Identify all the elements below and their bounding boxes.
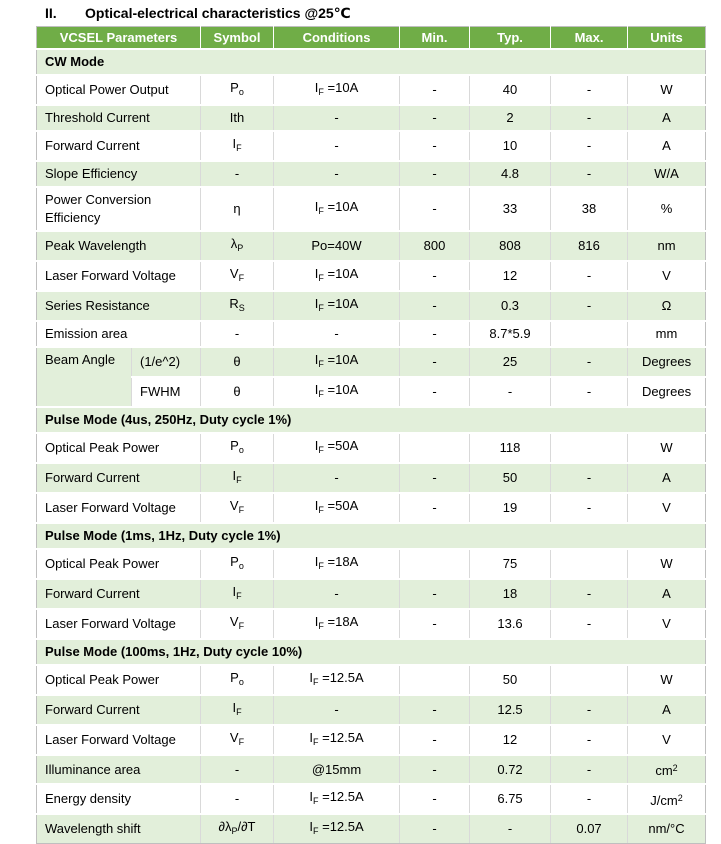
table-row <box>37 493 706 523</box>
cell-max: - <box>551 105 628 131</box>
cell-units: A <box>628 105 706 131</box>
cell-symbol: $I_F$ <box>201 463 274 493</box>
table-body <box>37 49 706 844</box>
cell-max: - <box>551 75 628 105</box>
cell-conditions: $I_F =50A$ <box>274 433 400 463</box>
cell-symbol: - <box>201 321 274 347</box>
cell-conditions: $I_F =18A$ <box>274 549 400 579</box>
cell-typ: 25 <box>470 347 551 377</box>
cell-parameter: Forward Current <box>37 579 201 609</box>
cell-typ: 118 <box>470 433 551 463</box>
cell-max: - <box>551 579 628 609</box>
cell-symbol: $I_F$ <box>201 695 274 725</box>
table-row <box>37 231 706 261</box>
cell-min: - <box>400 814 470 844</box>
cell-units: W <box>628 75 706 105</box>
table-row <box>37 695 706 725</box>
cell-units: A <box>628 463 706 493</box>
cell-parameter: Forward Current <box>37 695 201 725</box>
cell-symbol: $V_F$ <box>201 261 274 291</box>
cell-typ: 4.8 <box>470 161 551 187</box>
cell-typ: 19 <box>470 493 551 523</box>
cell-min: - <box>400 161 470 187</box>
cell-symbol: $R_S$ <box>201 291 274 321</box>
cell-units: A <box>628 579 706 609</box>
cell-parameter: Laser Forward Voltage <box>37 609 201 639</box>
cell-conditions: $I_F =12.5A$ <box>274 725 400 755</box>
cell-max: - <box>551 493 628 523</box>
cell-min <box>400 665 470 695</box>
cell-max: - <box>551 347 628 377</box>
cell-parameter-group: Beam Angle <box>37 347 132 407</box>
cell-min: - <box>400 321 470 347</box>
table-row <box>37 161 706 187</box>
table-row <box>37 321 706 347</box>
cell-min: - <box>400 105 470 131</box>
cell-units: V <box>628 725 706 755</box>
cell-min: 800 <box>400 231 470 261</box>
section-row <box>37 523 706 549</box>
cell-max: 38 <box>551 187 628 231</box>
cell-parameter: Emission area <box>37 321 201 347</box>
cell-max: - <box>551 131 628 161</box>
cell-min: - <box>400 784 470 814</box>
cell-conditions: $I_F =50A$ <box>274 493 400 523</box>
cell-symbol: $P_o$ <box>201 549 274 579</box>
table-row <box>37 291 706 321</box>
cell-typ: - <box>470 377 551 407</box>
cell-max: - <box>551 261 628 291</box>
cell-typ: 808 <box>470 231 551 261</box>
cell-units: nm/°C <box>628 814 706 844</box>
cell-parameter: Optical Peak Power <box>37 549 201 579</box>
cell-typ: 8.7*5.9 <box>470 321 551 347</box>
cell-units: W <box>628 549 706 579</box>
cell-units: $J/cm^2$ <box>628 784 706 814</box>
table-row <box>37 463 706 493</box>
cell-units: Degrees <box>628 347 706 377</box>
table-row <box>37 725 706 755</box>
cell-min <box>400 549 470 579</box>
title-numeral: II. <box>45 5 57 21</box>
cell-min: - <box>400 347 470 377</box>
cell-conditions: - <box>274 131 400 161</box>
cell-parameter: Series Resistance <box>37 291 201 321</box>
section-header-cell: CW Mode <box>37 49 706 75</box>
cell-max <box>551 321 628 347</box>
cell-conditions: $I_F =12.5A$ <box>274 784 400 814</box>
cell-conditions: $I_F =12.5A$ <box>274 814 400 844</box>
cell-units: % <box>628 187 706 231</box>
cell-units: A <box>628 131 706 161</box>
cell-parameter: Optical Power Output <box>37 75 201 105</box>
column-header-min: Min. <box>400 27 470 50</box>
table-row <box>37 75 706 105</box>
cell-min: - <box>400 609 470 639</box>
cell-units: V <box>628 609 706 639</box>
column-header-typ: Typ. <box>470 27 551 50</box>
cell-units: W <box>628 665 706 695</box>
cell-conditions: @15mm <box>274 755 400 784</box>
table-row <box>37 755 706 784</box>
characteristics-table <box>36 26 706 844</box>
cell-units: mm <box>628 321 706 347</box>
section-row <box>37 639 706 665</box>
column-header-conditions: Conditions <box>274 27 400 50</box>
cell-min <box>400 433 470 463</box>
table-row <box>37 105 706 131</box>
cell-conditions: $I_F =10A$ <box>274 347 400 377</box>
cell-parameter: Illuminance area <box>37 755 201 784</box>
cell-typ: 12 <box>470 261 551 291</box>
section-row <box>37 407 706 433</box>
cell-symbol: $I_F$ <box>201 131 274 161</box>
cell-parameter: Energy density <box>37 784 201 814</box>
cell-conditions: $I_F =10A$ <box>274 261 400 291</box>
cell-max: - <box>551 161 628 187</box>
cell-typ: 13.6 <box>470 609 551 639</box>
cell-symbol: $I_F$ <box>201 579 274 609</box>
page-title <box>0 0 721 26</box>
table-row <box>37 377 706 407</box>
cell-symbol: $V_F$ <box>201 493 274 523</box>
column-header-vcselparameters: VCSEL Parameters <box>37 27 201 50</box>
cell-units: nm <box>628 231 706 261</box>
cell-typ: - <box>470 814 551 844</box>
column-header-symbol: Symbol <box>201 27 274 50</box>
cell-units: A <box>628 695 706 725</box>
table-row <box>37 665 706 695</box>
cell-parameter: Forward Current <box>37 463 201 493</box>
cell-max: 0.07 <box>551 814 628 844</box>
section-row <box>37 49 706 75</box>
cell-symbol: $P_o$ <box>201 433 274 463</box>
cell-parameter-sub: (1/e^2) <box>132 347 201 377</box>
table-row <box>37 549 706 579</box>
cell-max: 816 <box>551 231 628 261</box>
cell-typ: 40 <box>470 75 551 105</box>
cell-max <box>551 433 628 463</box>
cell-min: - <box>400 463 470 493</box>
cell-parameter: Wavelength shift <box>37 814 201 844</box>
cell-parameter-sub: FWHM <box>132 377 201 407</box>
cell-min: - <box>400 291 470 321</box>
cell-typ: 50 <box>470 463 551 493</box>
cell-conditions: Po=40W <box>274 231 400 261</box>
cell-units: Degrees <box>628 377 706 407</box>
cell-parameter: Laser Forward Voltage <box>37 261 201 291</box>
table-row <box>37 433 706 463</box>
cell-units: W/A <box>628 161 706 187</box>
cell-conditions: - <box>274 695 400 725</box>
cell-conditions: - <box>274 579 400 609</box>
cell-symbol: Ith <box>201 105 274 131</box>
cell-min: - <box>400 187 470 231</box>
cell-conditions: - <box>274 321 400 347</box>
cell-symbol: $V_F$ <box>201 725 274 755</box>
cell-min: - <box>400 261 470 291</box>
cell-parameter: Forward Current <box>37 131 201 161</box>
cell-max: - <box>551 377 628 407</box>
table-row <box>37 187 706 231</box>
cell-min: - <box>400 695 470 725</box>
cell-max <box>551 665 628 695</box>
cell-symbol: - <box>201 784 274 814</box>
cell-typ: 12 <box>470 725 551 755</box>
cell-symbol: $P_o$ <box>201 665 274 695</box>
cell-conditions: $I_F =10A$ <box>274 75 400 105</box>
table-row <box>37 347 706 377</box>
cell-parameter: Laser Forward Voltage <box>37 493 201 523</box>
cell-conditions: - <box>274 105 400 131</box>
table-row <box>37 261 706 291</box>
cell-min: - <box>400 131 470 161</box>
cell-symbol: θ <box>201 347 274 377</box>
cell-symbol: $V_F$ <box>201 609 274 639</box>
cell-min: - <box>400 725 470 755</box>
cell-min: - <box>400 75 470 105</box>
cell-typ: 0.72 <box>470 755 551 784</box>
cell-typ: 6.75 <box>470 784 551 814</box>
cell-max: - <box>551 291 628 321</box>
cell-parameter: Laser Forward Voltage <box>37 725 201 755</box>
table-header-row <box>37 27 706 50</box>
table-row <box>37 814 706 844</box>
cell-typ: 0.3 <box>470 291 551 321</box>
cell-typ: 33 <box>470 187 551 231</box>
cell-conditions: $I_F =12.5A$ <box>274 665 400 695</box>
cell-max: - <box>551 695 628 725</box>
column-header-max: Max. <box>551 27 628 50</box>
cell-max <box>551 549 628 579</box>
table-row <box>37 579 706 609</box>
cell-units: Ω <box>628 291 706 321</box>
cell-min: - <box>400 493 470 523</box>
title-text: Optical-electrical characteristics @25℃ <box>85 5 351 21</box>
cell-parameter: Power Conversion Efficiency <box>37 187 201 231</box>
cell-max: - <box>551 463 628 493</box>
table-row <box>37 609 706 639</box>
cell-symbol: θ <box>201 377 274 407</box>
cell-max: - <box>551 755 628 784</box>
cell-typ: 18 <box>470 579 551 609</box>
cell-conditions: $I_F =10A$ <box>274 377 400 407</box>
cell-symbol: $\partial\lambda_P/\partial T$ <box>201 814 274 844</box>
cell-min: - <box>400 755 470 784</box>
cell-parameter: Peak Wavelength <box>37 231 201 261</box>
cell-units: V <box>628 493 706 523</box>
cell-typ: 75 <box>470 549 551 579</box>
cell-min: - <box>400 377 470 407</box>
cell-symbol: - <box>201 161 274 187</box>
cell-parameter: Threshold Current <box>37 105 201 131</box>
cell-parameter: Slope Efficiency <box>37 161 201 187</box>
cell-conditions: - <box>274 463 400 493</box>
cell-max: - <box>551 609 628 639</box>
cell-typ: 10 <box>470 131 551 161</box>
cell-conditions: $I_F =18A$ <box>274 609 400 639</box>
cell-conditions: $I_F =10A$ <box>274 291 400 321</box>
cell-symbol: $\lambda_P$ <box>201 231 274 261</box>
cell-conditions: $I_F =10A$ <box>274 187 400 231</box>
cell-units: W <box>628 433 706 463</box>
cell-units: V <box>628 261 706 291</box>
section-header-cell: Pulse Mode (4us, 250Hz, Duty cycle 1%) <box>37 407 706 433</box>
section-header-cell: Pulse Mode (1ms, 1Hz, Duty cycle 1%) <box>37 523 706 549</box>
table-row <box>37 784 706 814</box>
cell-typ: 2 <box>470 105 551 131</box>
cell-symbol: $P_o$ <box>201 75 274 105</box>
cell-parameter: Optical Peak Power <box>37 433 201 463</box>
cell-units: $cm^2$ <box>628 755 706 784</box>
cell-conditions: - <box>274 161 400 187</box>
table-row <box>37 131 706 161</box>
cell-parameter: Optical Peak Power <box>37 665 201 695</box>
column-header-units: Units <box>628 27 706 50</box>
cell-max: - <box>551 784 628 814</box>
cell-max: - <box>551 725 628 755</box>
cell-typ: 50 <box>470 665 551 695</box>
section-header-cell: Pulse Mode (100ms, 1Hz, Duty cycle 10%) <box>37 639 706 665</box>
cell-symbol: - <box>201 755 274 784</box>
cell-min: - <box>400 579 470 609</box>
cell-symbol: η <box>201 187 274 231</box>
cell-typ: 12.5 <box>470 695 551 725</box>
